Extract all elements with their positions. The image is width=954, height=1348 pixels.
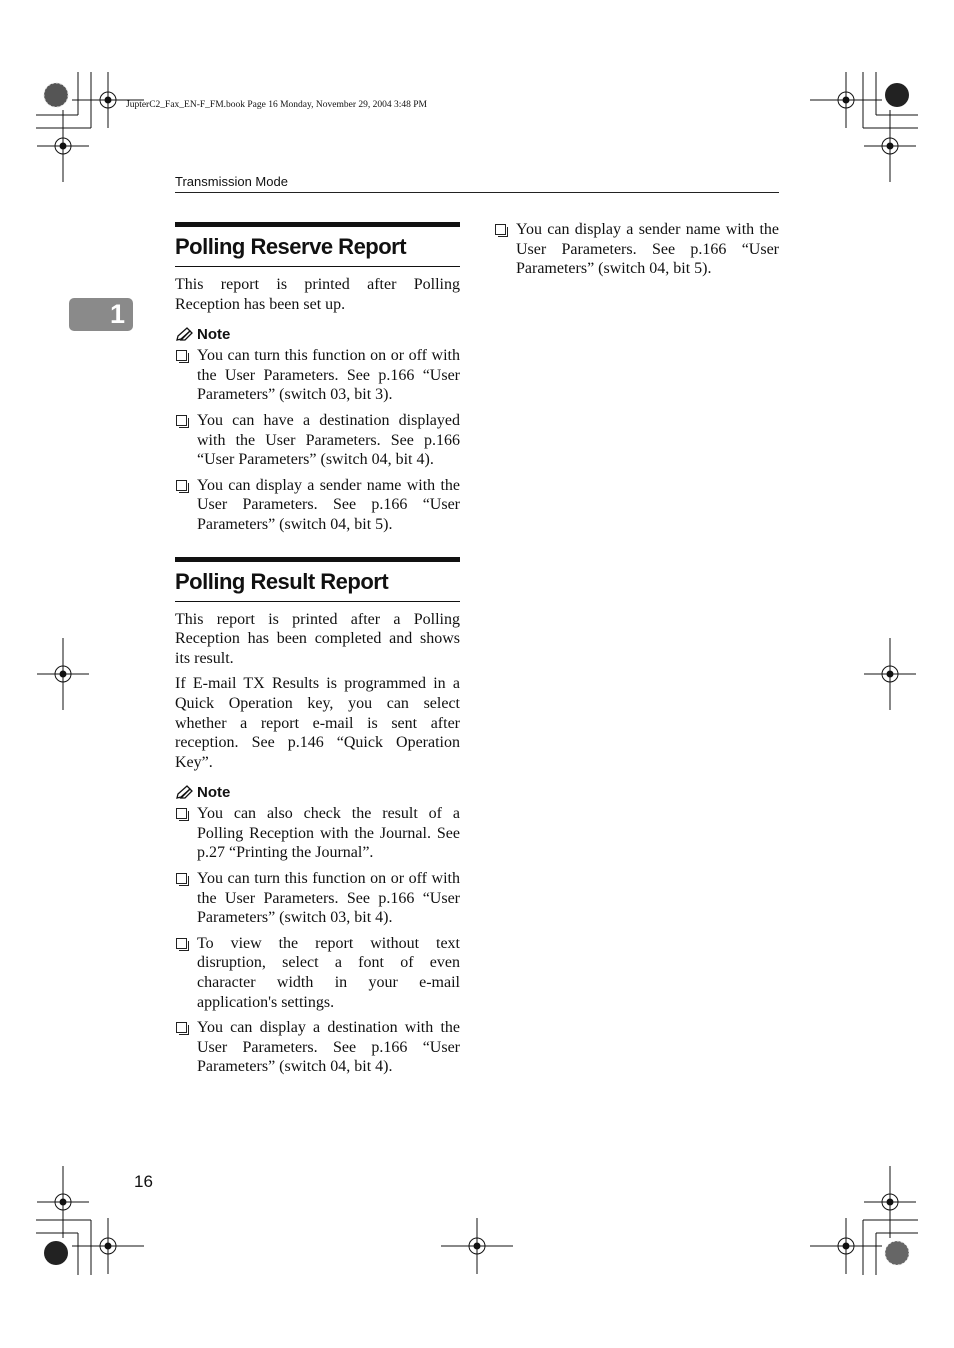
left-column bbox=[175, 222, 460, 1083]
checkbox-icon bbox=[495, 224, 506, 235]
note-item: You can also check the result of a Polling Reception with the Journal. See p.27 “Printing the Journal”. bbox=[175, 804, 460, 863]
checkbox-icon bbox=[176, 1022, 187, 1033]
checkbox-icon bbox=[176, 415, 187, 426]
note-item: You can display a sender name with the User Parameters. See p.166 “User Parameters” (switch 04, bit 5). bbox=[494, 220, 779, 279]
note-item: You can turn this function on or off with the User Parameters. See p.166 “User Parameters” (switch 03, bit 4). bbox=[175, 869, 460, 928]
print-slug: JupterC2_Fax_EN-F_FM.book Page 16 Monday, November 29, 2004 3:48 PM bbox=[126, 100, 427, 110]
note-label bbox=[175, 324, 460, 344]
section-polling-result-report bbox=[175, 557, 460, 1077]
pencil-icon bbox=[175, 327, 193, 342]
section-heading: Polling Result Report bbox=[175, 557, 460, 602]
section-polling-reserve-report bbox=[175, 222, 460, 535]
checkbox-icon bbox=[176, 350, 187, 361]
header-rule bbox=[175, 192, 779, 193]
checkbox-icon bbox=[176, 873, 187, 884]
note-label-text: Note bbox=[197, 325, 231, 343]
note-list bbox=[494, 220, 779, 279]
note-item: You can have a destination displayed with the User Parameters. See p.166 “User Parameters” (switch 04, bit 4). bbox=[175, 411, 460, 470]
note-list bbox=[175, 804, 460, 1077]
note-item: You can display a sender name with the User Parameters. See p.166 “User Parameters” (switch 04, bit 5). bbox=[175, 476, 460, 535]
chapter-tab: 1 bbox=[69, 298, 133, 331]
note-item: You can turn this function on or off with the User Parameters. See p.166 “User Parameters” (switch 03, bit 3). bbox=[175, 346, 460, 405]
checkbox-icon bbox=[176, 808, 187, 819]
right-column bbox=[494, 218, 779, 285]
note-label bbox=[175, 782, 460, 802]
note-list bbox=[175, 346, 460, 534]
note-item: You can display a destination with the User Parameters. See p.166 “User Parameters” (switch 04, bit 4). bbox=[175, 1018, 460, 1077]
pencil-icon bbox=[175, 785, 193, 800]
running-header: Transmission Mode bbox=[175, 174, 288, 189]
checkbox-icon bbox=[176, 480, 187, 491]
section-heading: Polling Reserve Report bbox=[175, 222, 460, 267]
body-paragraph: This report is printed after Polling Reception has been set up. bbox=[175, 276, 460, 313]
page-number: 16 bbox=[134, 1172, 153, 1191]
checkbox-icon bbox=[176, 938, 187, 949]
note-item: To view the report without text disruption, select a font of even character width in your e-mail application's settings. bbox=[175, 934, 460, 1012]
body-paragraph: If E-mail TX Results is programmed in a Quick Operation key, you can select whether a report e-mail is sent after reception. See p.146 “Quick Operation Key”. bbox=[175, 675, 460, 771]
note-label-text: Note bbox=[197, 783, 231, 801]
body-paragraph: This report is printed after a Polling Reception has been completed and shows its result. bbox=[175, 610, 460, 667]
